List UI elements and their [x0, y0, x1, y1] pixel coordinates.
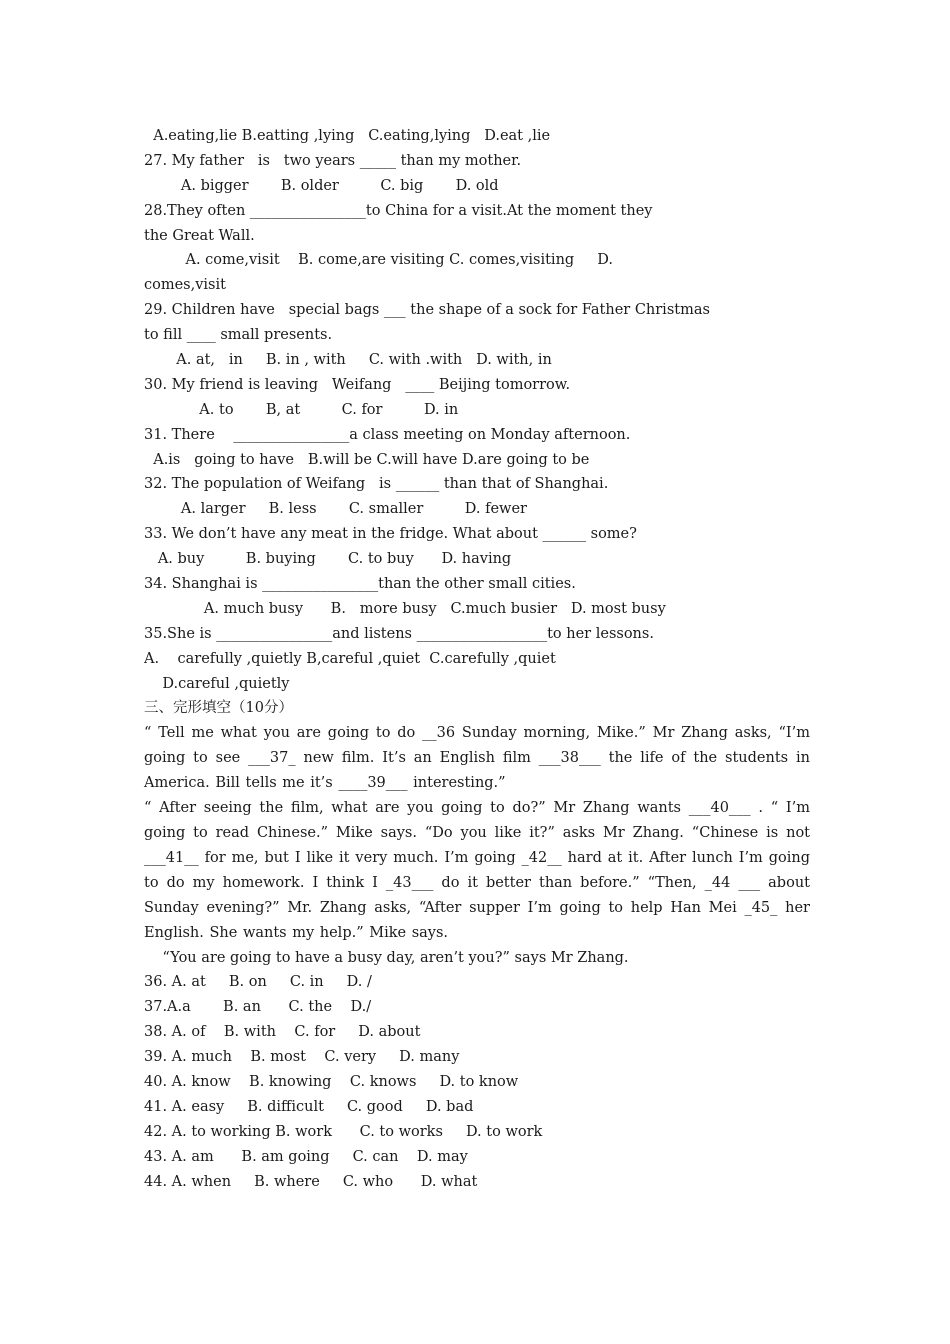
- q32-options: A. larger B. less C. smaller D. fewer: [144, 501, 527, 518]
- q32-stem: 32. The population of Weifang is ______ than that of Shanghai.: [144, 476, 609, 493]
- q34-stem: 34. Shanghai is ________________than the other small cities.: [144, 576, 576, 593]
- cloze-paragraph-3: “You are going to have a busy day, aren’t you?” says Mr Zhang.: [144, 949, 629, 966]
- q35-options-2: D.careful ,quietly: [144, 675, 290, 692]
- q35-stem: 35.She is ________________and listens __________________to her lessons.: [144, 625, 654, 642]
- q26-options: A.eating,lie B.eatting ,lying C.eating,lying D.eat ,lie: [144, 128, 551, 144]
- q34-options: A. much busy B. more busy C.much busier D. most busy: [144, 600, 666, 617]
- q33-stem: 33. We don’t have any meat in the fridge. What about ______ some?: [144, 526, 637, 543]
- q27-stem: 27. My father is two years _____ than my mother.: [144, 152, 522, 169]
- q27-options: A. bigger B. older C. big D. old: [144, 177, 499, 194]
- q39-options: 39. A. much B. most C. very D. many: [144, 1049, 460, 1066]
- q43-options: 43. A. am B. am going C. can D. may: [144, 1148, 468, 1165]
- q28-stem-2: the Great Wall.: [144, 227, 255, 244]
- q42-options: 42. A. to working B. work C. to works D. to work: [144, 1123, 543, 1140]
- q33-options: A. buy B. buying C. to buy D. having: [144, 551, 512, 568]
- q30-stem: 30. My friend is leaving Weifang ____ Beijing tomorrow.: [144, 376, 571, 393]
- q36-options: 36. A. at B. on C. in D. /: [144, 974, 372, 991]
- section-heading-cloze: 三、完形填空（10分）: [144, 700, 293, 717]
- cloze-paragraph-2: “ After seeing the film, what are you going to do?” Mr Zhang wants ___40___ . “ I’m going to read Chinese.” Mike says. “Do you like it?” asks Mr Zhang. “Chinese is not ___41__ for me, but I like it very much. I’m going _42__ hard at it. After lunch I’m going to do my homework. I think I _43___ do it better than before.” “Then, _44 ___ about Sunday evening?” Mr. Zhang asks, “After supper I’m going to help Han Mei _45_ her English. She wants my help.” Mike says.: [144, 800, 810, 941]
- q29-stem-1: 29. Children have special bags ___ the shape of a sock for Father Christmas: [144, 302, 710, 319]
- q28-options-2: comes,visit: [144, 277, 226, 294]
- q28-stem-1: 28.They often ________________to China for a visit.At the moment they: [144, 202, 653, 219]
- q29-stem-2: to fill ____ small presents.: [144, 327, 333, 344]
- q28-options-1: A. come,visit B. come,are visiting C. comes,visiting D.: [144, 252, 613, 269]
- exam-page: [144, 124, 810, 1194]
- q31-options: A.is going to have B.will be C.will have D.are going to be: [144, 451, 590, 468]
- q44-options: 44. A. when B. where C. who D. what: [144, 1173, 478, 1190]
- q31-stem: 31. There ________________a class meeting on Monday afternoon.: [144, 426, 631, 443]
- q40-options: 40. A. know B. knowing C. knows D. to know: [144, 1073, 519, 1090]
- q30-options: A. to B, at C. for D. in: [144, 401, 459, 418]
- q37-options: 37.A.a B. an C. the D./: [144, 999, 372, 1016]
- q41-options: 41. A. easy B. difficult C. good D. bad: [144, 1098, 474, 1115]
- q38-options: 38. A. of B. with C. for D. about: [144, 1024, 421, 1041]
- cloze-paragraph-1: “ Tell me what you are going to do __36 Sunday morning, Mike.” Mr Zhang asks, “I’m going to see ___37_ new film. It’s an English film ___38___ the life of the students in America. Bill tells me it’s ____39___ interesting.”: [144, 725, 810, 792]
- q35-options-1: A. carefully ,quietly B,careful ,quiet C.carefully ,quiet: [144, 650, 556, 667]
- q29-options: A. at, in B. in , with C. with .with D. with, in: [144, 352, 552, 369]
